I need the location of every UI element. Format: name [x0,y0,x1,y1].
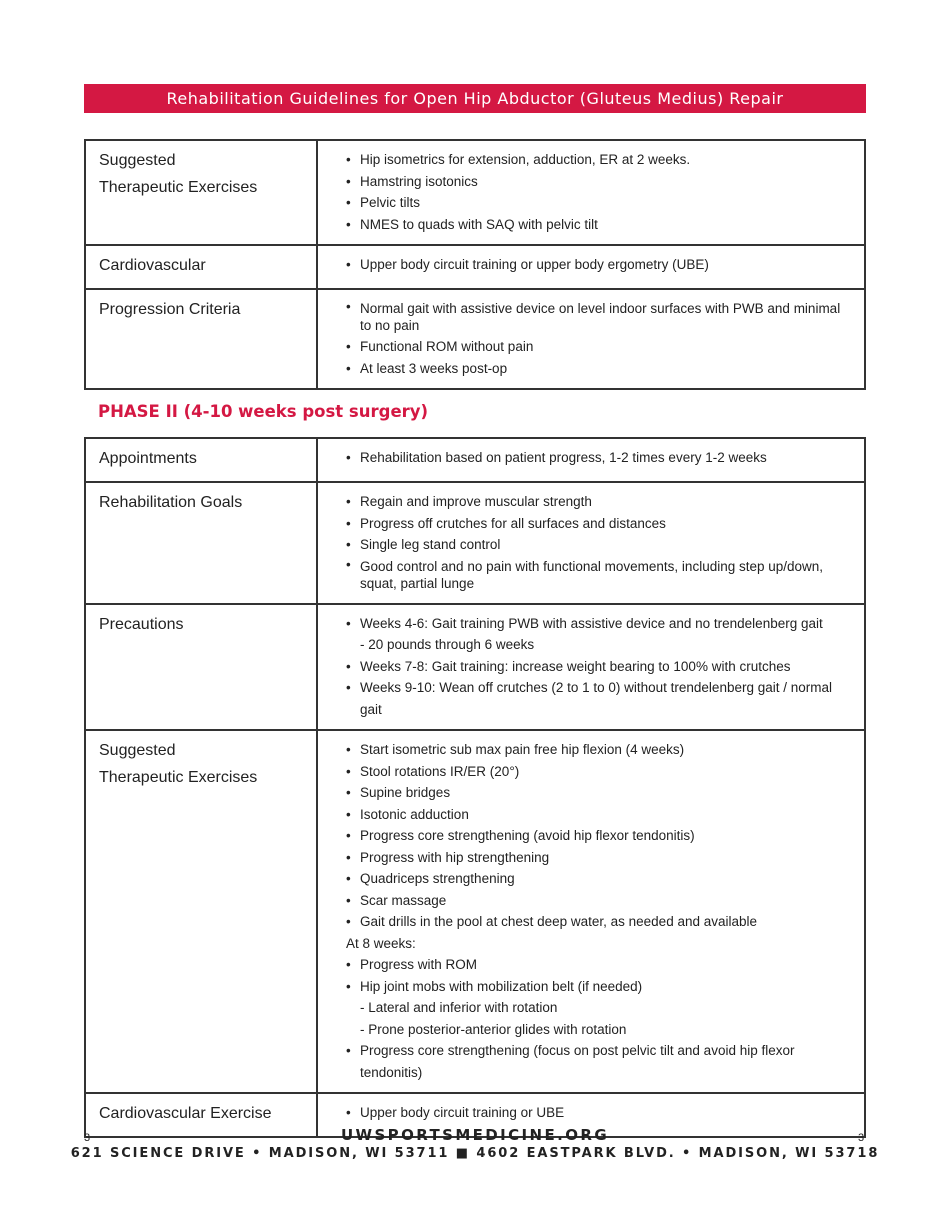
row-label [85,438,317,482]
row-content [317,245,865,289]
document-banner [84,84,866,113]
row-label-line: Cardiovascular [99,257,206,274]
list-item: • Stool rotations IR/ER (20°) [346,761,852,783]
list-sub-item: - 20 pounds through 6 weeks [360,637,535,652]
row-label-line: Rehabilitation Goals [99,494,243,511]
row-label [85,245,317,289]
list-item: • Hip isometrics for extension, adduction, ER at 2 weeks. [346,149,852,171]
list-item: • Isotonic adduction [346,804,852,826]
row-label-line: Therapeutic Exercises [99,179,258,196]
list-item: • Progress with hip strengthening [346,847,852,869]
list-item: • Hamstring isotonics [346,171,852,193]
list-item: • Progress off crutches for all surfaces and distances [346,513,852,535]
row-label-line: Suggested [99,152,176,169]
row-label [85,730,317,1093]
list-item: • Supine bridges [346,782,852,804]
page-number-left: 3 [84,1132,91,1144]
row-content [317,438,865,482]
list-sub-item: - Prone posterior-anterior glides with rotation [360,1021,627,1037]
row-content [317,604,865,731]
footer-website[interactable]: UWSPORTSMEDICINE.ORG [340,1126,610,1144]
list-item: • Start isometric sub max pain free hip flexion (4 weeks) [346,739,852,761]
row-label-line: Precautions [99,615,184,633]
list-item: • Progress core strengthening (focus on post pelvic tilt and avoid hip flexor tendonitis) [346,1040,852,1083]
list-item: • Rehabilitation based on patient progress, 1-2 times every 1-2 weeks [346,447,852,469]
row-label-line: Progression Criteria [99,301,241,318]
row-label-line: Therapeutic Exercises [99,769,258,786]
row-content [317,482,865,604]
list-item: • Scar massage [346,890,852,912]
row-label [85,604,317,731]
banner-title: Rehabilitation Guidelines for Open Hip Abductor (Gluteus Medius) Repair [166,89,784,108]
row-content [317,140,865,245]
row-label-line: Suggested [99,742,176,759]
row-label [85,482,317,604]
footer-address: 621 SCIENCE DRIVE • MADISON, WI 53711 ■ 4602 EASTPARK BLVD. • MADISON, WI 53718 [70,1146,880,1161]
list-item: • Pelvic tilts [346,192,852,214]
list-item: • Progress core strengthening (avoid hip flexor tendonitis) [346,825,852,847]
list-item: • Functional ROM without pain [346,336,852,358]
table-row [85,604,865,731]
list-item: • Weeks 4-6: Gait training PWB with assistive device and no trendelenberg gait [346,613,852,635]
table-row [85,245,865,289]
phase1-guidelines-table [84,139,866,390]
phase2-guidelines-table [84,437,866,1138]
list-item: • Upper body circuit training or upper body ergometry (UBE) [346,254,852,276]
table-row [85,438,865,482]
row-label [85,289,317,389]
list-item: • At least 3 weeks post-op [346,358,852,380]
list-item: • Quadriceps strengthening [346,868,852,890]
list-item: • Gait drills in the pool at chest deep water, as needed and available [346,911,852,933]
row-label [85,140,317,245]
list-item: • Upper body circuit training or UBE [346,1102,852,1124]
page-number-right: 3 [858,1132,865,1144]
list-item: • NMES to quads with SAQ with pelvic tilt [346,214,852,236]
table-row [85,140,865,245]
list-item: • Single leg stand control [346,534,852,556]
list-item: • Hip joint mobs with mobilization belt (if needed) [346,976,852,998]
row-content [317,289,865,389]
list-item: • Progress with ROM [346,954,852,976]
row-label-line: Appointments [99,450,197,467]
table-row [85,482,865,604]
table-row [85,289,865,389]
phase-ii-heading: PHASE II (4-10 weeks post surgery) [98,402,429,421]
list-item: • Regain and improve muscular strength [346,491,852,513]
row-label-line: Cardiovascular Exercise [99,1105,272,1122]
list-item: • Weeks 7-8: Gait training: increase weight bearing to 100% with crutches [346,656,852,678]
table-row [85,730,865,1093]
row-content [317,730,865,1093]
list-subheading: At 8 weeks: [346,935,416,951]
list-item: • Normal gait with assistive device on level indoor surfaces with PWB and minimal to no pain [346,298,852,336]
list-item: • Weeks 9-10: Wean off crutches (2 to 1 to 0) without trendelenberg gait / normal gait [346,677,852,720]
list-sub-item: - Lateral and inferior with rotation [360,1000,558,1015]
list-item: • Good control and no pain with functional movements, including step up/down, squat, partial lunge [346,556,852,594]
